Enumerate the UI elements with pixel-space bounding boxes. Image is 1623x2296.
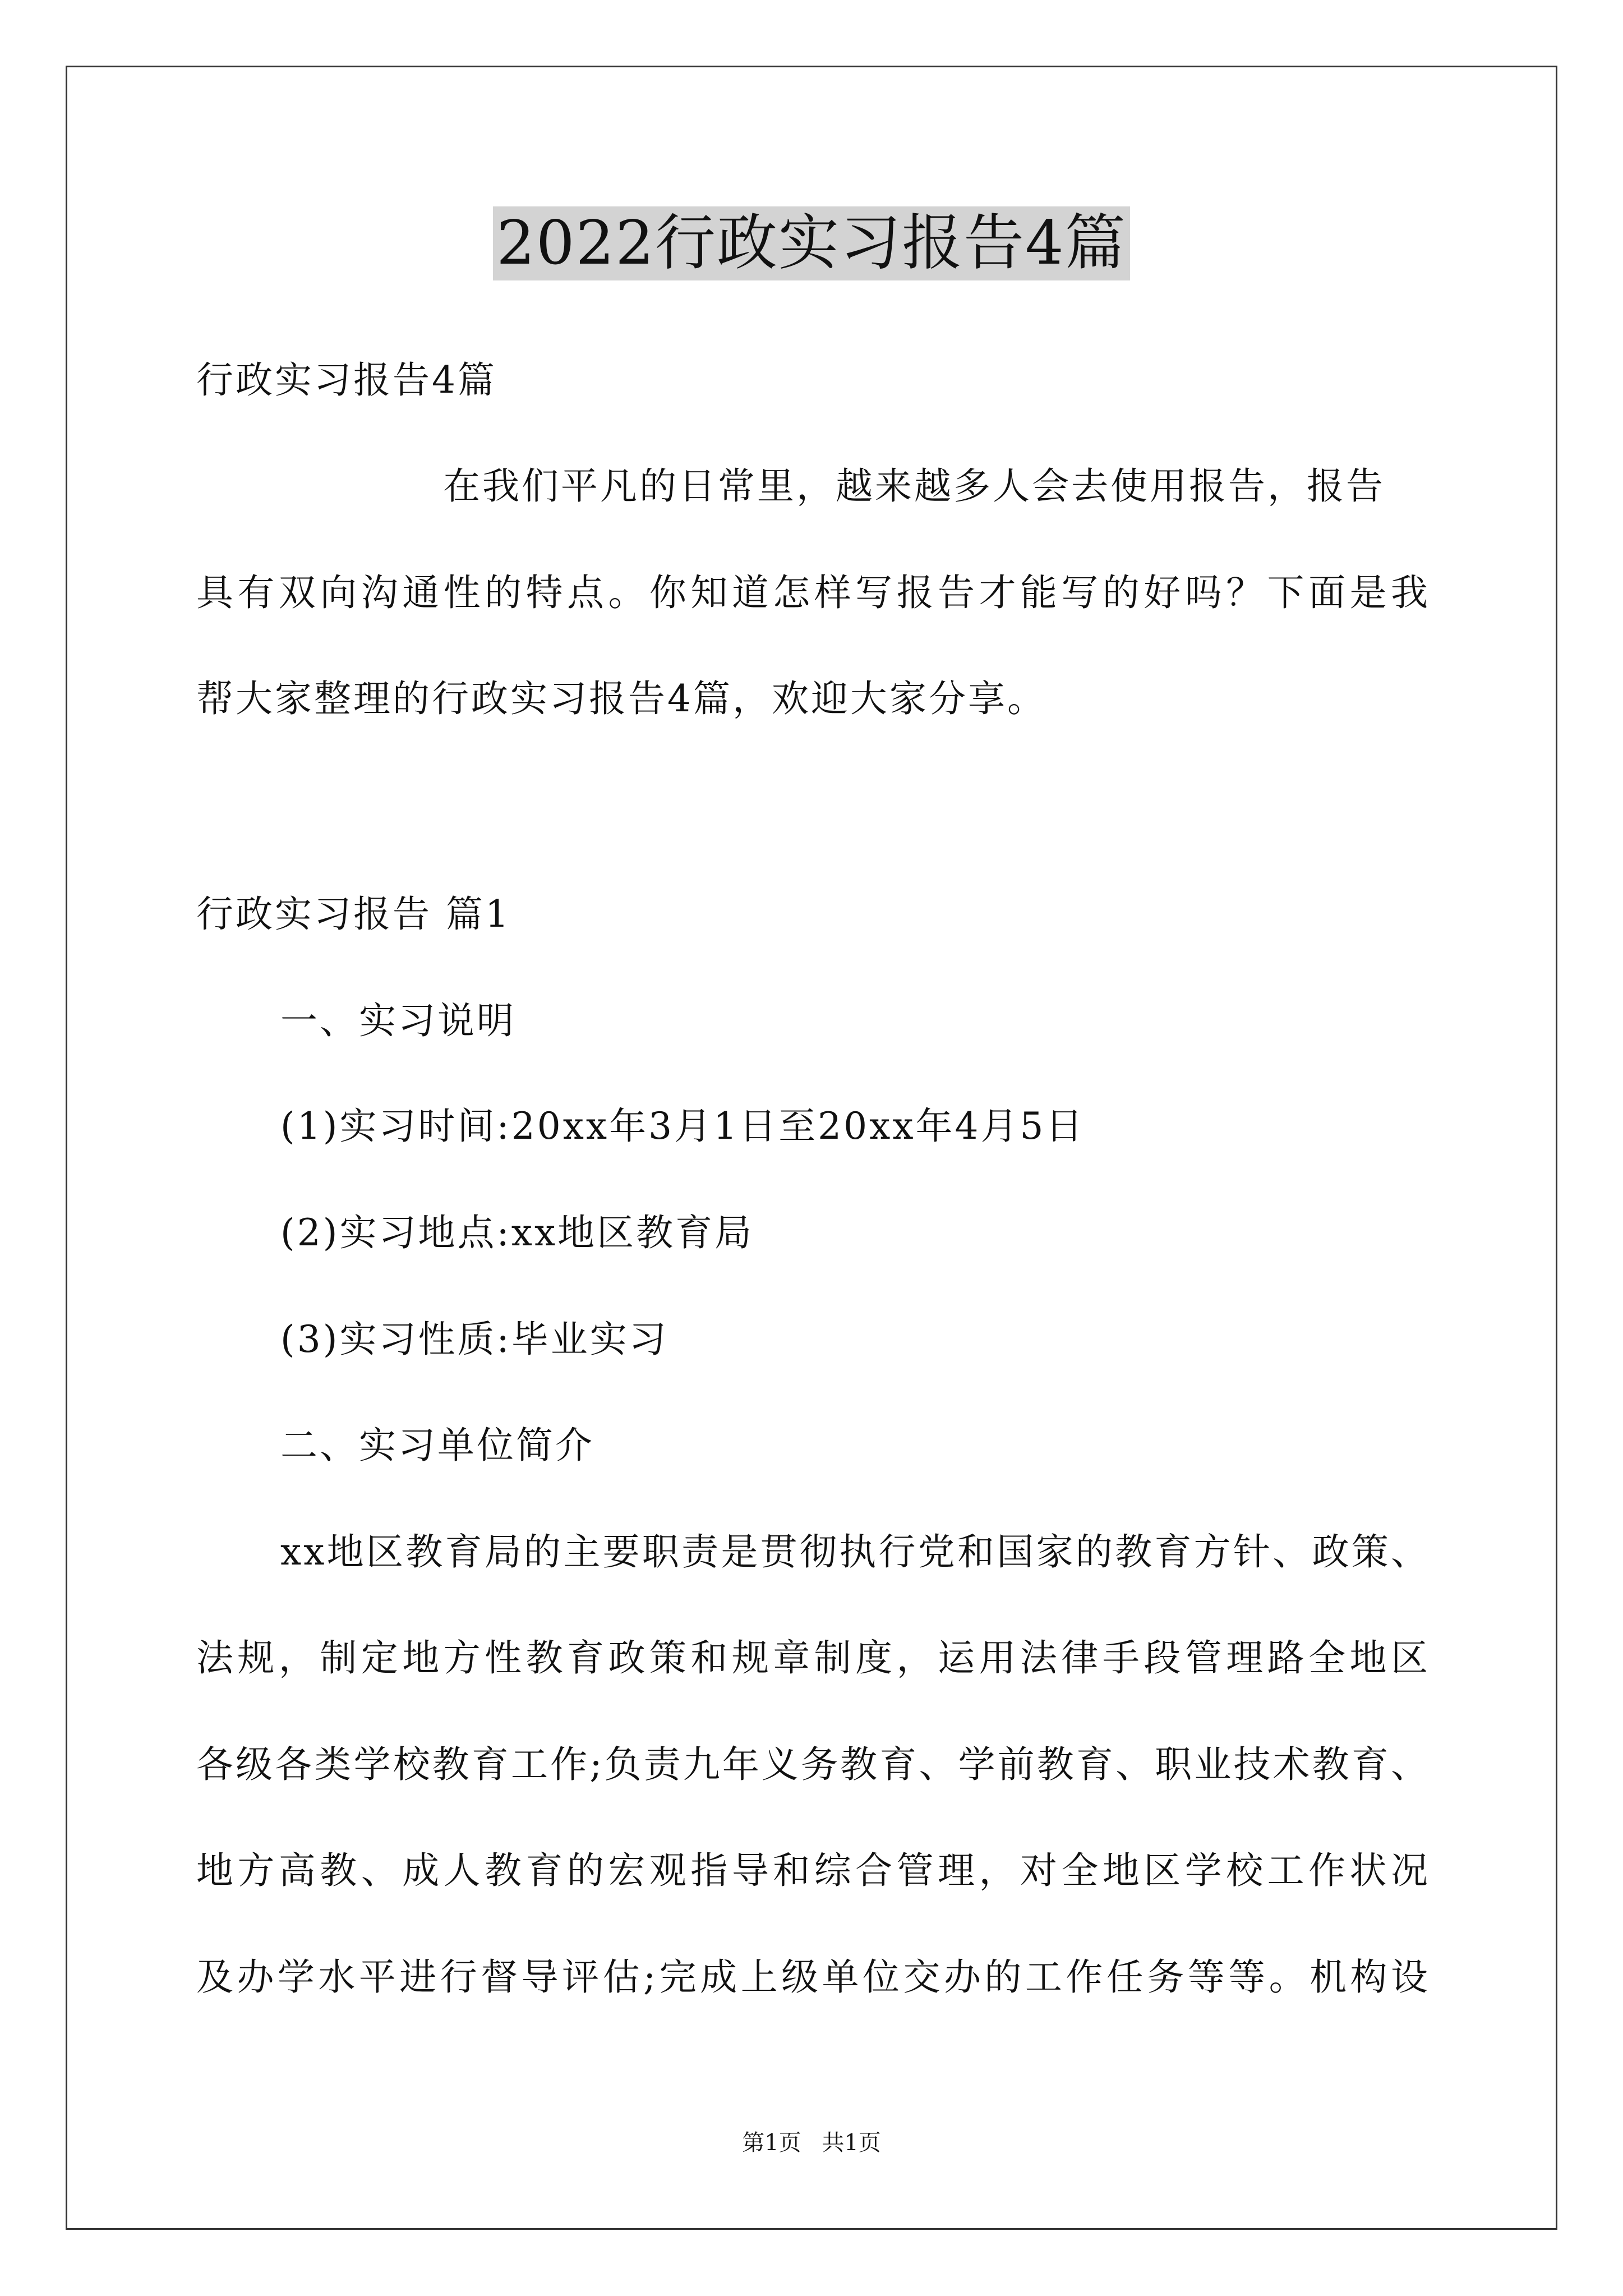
item-location: (2)实习地点:xx地区教育局 [280, 1211, 754, 1254]
body-line-1: xx地区教育局的主要职责是贯彻执行党和国家的教育方针、政策、 [280, 1530, 1430, 1573]
body-line-2: 法规，制定地方性教育政策和规章制度，运用法律手段管理路全地区 [196, 1636, 1430, 1680]
page-total: 共1页 [822, 2130, 881, 2156]
body-line-3: 各级各类学校教育工作;负责九年义务教育、学前教育、职业技术教育、 [196, 1743, 1430, 1786]
item-time: (1)实习时间:20xx年3月1日至20xx年4月5日 [280, 1105, 1085, 1148]
body-line-5: 及办学水平进行督导评估;完成上级单位交办的工作任务等等。机构设 [196, 1955, 1430, 1999]
part1-heading: 一、实习说明 [280, 999, 516, 1042]
document-title: 2022行政实习报告4篇 [493, 206, 1130, 280]
document-subtitle: 行政实习报告4篇 [196, 358, 497, 402]
page-number: 第1页 [742, 2130, 801, 2156]
intro-line-2: 具有双向沟通性的特点。你知道怎样写报告才能写的好吗？下面是我 [196, 571, 1430, 614]
section-heading: 行政实习报告 篇1 [196, 892, 511, 936]
intro-line-1: 在我们平凡的日常里，越来越多人会去使用报告，报告 [443, 464, 1385, 508]
intro-line-3: 帮大家整理的行政实习报告4篇，欢迎大家分享。 [196, 677, 1046, 720]
title-container [0, 206, 1623, 280]
item-nature: (3)实习性质:毕业实习 [280, 1318, 668, 1361]
part2-heading: 二、实习单位简介 [280, 1424, 594, 1467]
body-line-4: 地方高教、成人教育的宏观指导和综合管理，对全地区学校工作状况 [196, 1849, 1430, 1892]
page-footer [0, 2129, 1623, 2157]
